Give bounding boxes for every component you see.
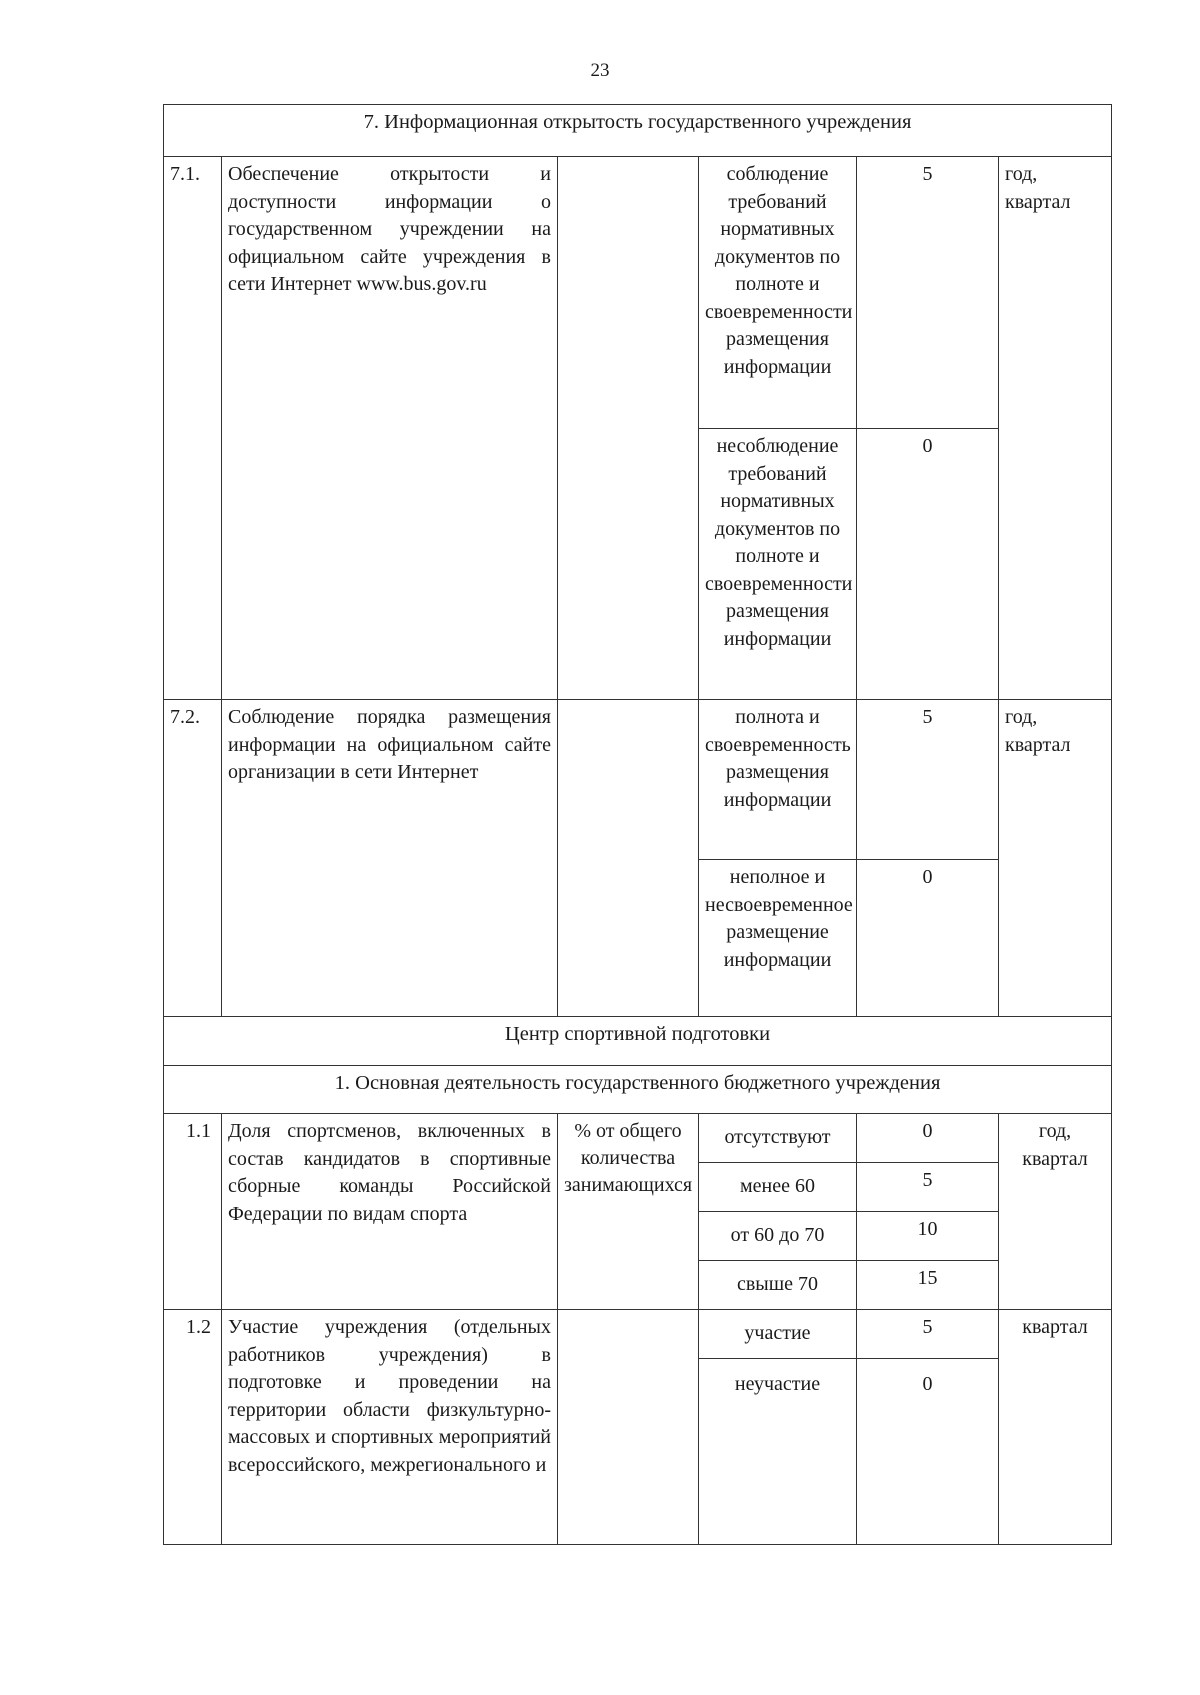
criterion-label: от 60 до 70 (699, 1212, 857, 1261)
row-period: год, квартал (999, 1114, 1112, 1310)
criterion-label: соблюдение требований нормативных документов по полноте и своевременности размещения информации (699, 157, 857, 429)
center-title: Центр спортивной подготовки (164, 1017, 1112, 1066)
criterion-label: неполное и несвоевременное размещение информации (699, 860, 857, 1017)
criterion-score: 0 (857, 429, 999, 700)
row-description: Участие учреждения (отдельных работников учреждения) в подготовке и проведении на территории области физкультурно-массовых и спортивных мероприятий всероссийского, межрегионального и (222, 1310, 558, 1545)
row-unit (558, 1310, 699, 1545)
row-unit: % от общего количества занимающихся (558, 1114, 699, 1310)
criterion-label: участие (699, 1310, 857, 1359)
criterion-score: 0 (857, 1114, 999, 1163)
table-row (164, 157, 1112, 429)
section-1-title: 1. Основная деятельность государственного бюджетного учреждения (164, 1066, 1112, 1114)
row-period: квартал (999, 1310, 1112, 1545)
table-row (164, 700, 1112, 860)
criterion-score: 5 (857, 1163, 999, 1212)
row-unit (558, 700, 699, 1017)
criterion-score: 10 (857, 1212, 999, 1261)
criterion-label: несоблюдение требований нормативных документов по полноте и своевременности размещения информации (699, 429, 857, 700)
criterion-score: 5 (857, 700, 999, 860)
row-description: Обеспечение открытости и доступности информации о государственном учреждении на официальном сайте учреждения в сети Интернет www.bus.gov.ru (222, 157, 558, 700)
section-7-title: 7. Информационная открытость государственного учреждения (164, 105, 1112, 157)
criterion-score: 5 (857, 1310, 999, 1359)
criterion-label: менее 60 (699, 1163, 857, 1212)
row-number: 1.1 (164, 1114, 222, 1310)
criterion-score: 0 (857, 860, 999, 1017)
row-description: Доля спортсменов, включенных в состав кандидатов в спортивные сборные команды Российской Федерации по видам спорта (222, 1114, 558, 1310)
row-number: 1.2 (164, 1310, 222, 1545)
criterion-label: свыше 70 (699, 1261, 857, 1310)
criterion-score: 5 (857, 157, 999, 429)
table-row (164, 1310, 1112, 1359)
row-description: Соблюдение порядка размещения информации на официальном сайте организации в сети Интернет (222, 700, 558, 1017)
criterion-score: 15 (857, 1261, 999, 1310)
row-number: 7.2. (164, 700, 222, 1017)
criterion-label: отсутствуют (699, 1114, 857, 1163)
criterion-score: 0 (857, 1359, 999, 1545)
criterion-label: полнота и своевременность размещения информации (699, 700, 857, 860)
row-number: 7.1. (164, 157, 222, 700)
criteria-table (163, 104, 1112, 1545)
page-number: 23 (590, 60, 610, 81)
row-period: год, квартал (999, 700, 1112, 1017)
criterion-label: неучастие (699, 1359, 857, 1545)
table-row (164, 1114, 1112, 1163)
row-period: год, квартал (999, 157, 1112, 700)
row-unit (558, 157, 699, 700)
